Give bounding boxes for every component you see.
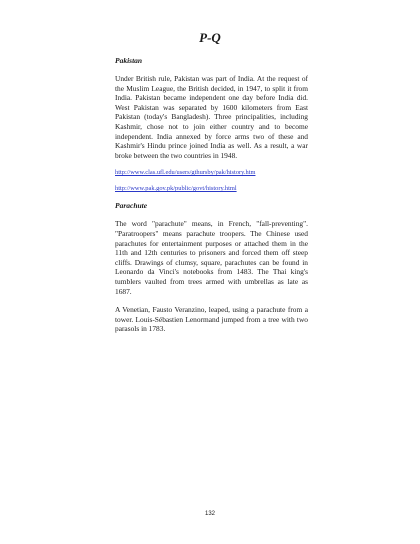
page-title: P-Q	[199, 30, 221, 45]
paragraph-parachute-1: The word "parachute" means, in French, "fall-preventing". "Paratroopers" means parachute troopers. The Chinese used parachutes for entertainment purposes or attached them in the 11th and 12th centuries to prisoners and forced them off steep cliffs. Drawings of clumsy, square, parachutes can be found in Leonardo da Vinci's notebooks from 1483. The Thai king's tumblers vaulted from trees armed with umbrellas as late as 1687.	[115, 219, 308, 296]
section-heading-parachute: Parachute	[115, 201, 148, 211]
section-heading-pakistan: Pakistan	[115, 56, 143, 65]
link-ufl-history[interactable]: http://www.clas.ufl.edu/users/gthursby/pak/history.htm	[115, 169, 256, 177]
page-number: 132	[204, 511, 215, 517]
paragraph-pakistan: Under British rule, Pakistan was part of India. At the request of the Muslim League, the British decided, in 1947, to split it from India. Pakistan became independent one day before India did. West Pakistan was separated by 1600 kilometers from East Pakistan (today's Bangladesh). Three principalities, including Kashmir, chose not to join either country and to become independent. India annexed by force arms two of these and Kashmir's Hindu prince joined India as well. As a result, a war broke between the two countries in 1948.	[115, 74, 308, 160]
paragraph-parachute-2: A Venetian, Fausto Veranzino, leaped, using a parachute from a tower. Louis-Sébastien Lenormand jumped from a tree with two parasols in 1783.	[115, 305, 308, 334]
content-column	[115, 56, 308, 343]
link-pak-gov-history[interactable]: http://www.pak.gov.pk/public/govt/history.html	[115, 185, 237, 193]
